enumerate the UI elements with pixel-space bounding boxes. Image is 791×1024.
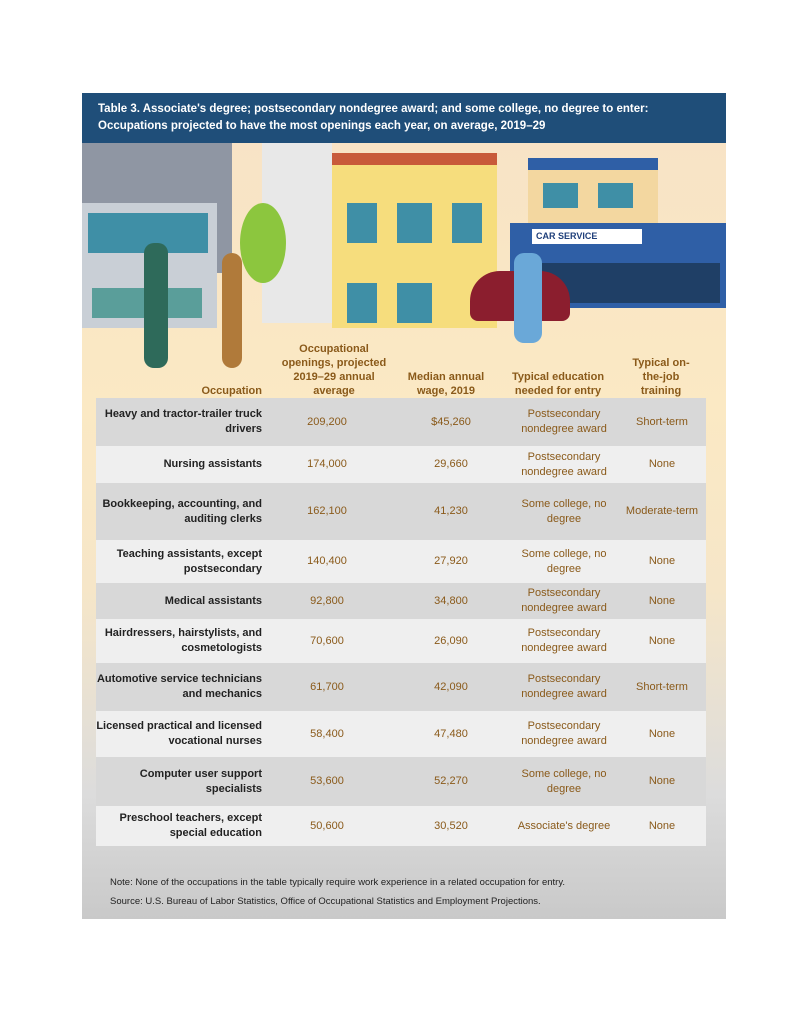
header-wage: Median annual wage, 2019 [407,371,485,397]
cell-occupation: Teaching assistants, except postsecondary [116,547,262,575]
notes [110,873,565,911]
cell-openings: 92,800 [310,594,344,607]
cell-education: Some college, no degree [521,547,607,575]
table-row [96,583,706,619]
cell-wage: 29,660 [434,458,468,470]
cell-education: Postsecondary nondegree award [521,673,607,700]
source-text: Source: U.S. Bureau of Labor Statistics, Office of Occupational Statistics and Employment Projections. [110,896,541,907]
cell-wage: 30,520 [434,819,468,832]
table-row [96,619,706,663]
table-row [96,663,706,711]
cell-training: Moderate-term [625,505,699,517]
cell-training: None [648,555,676,567]
table-row [96,711,706,757]
cell-occupation: Preschool teachers, except special education [119,812,262,839]
cell-wage: $45,260 [431,415,471,428]
car-service-building [528,158,658,228]
cell-occupation: Computer user support specialists [139,767,262,795]
cell-education: Postsecondary nondegree award [521,408,607,435]
cell-education: Some college, no degree [521,767,607,795]
table-row [96,398,706,446]
table-row [96,806,706,846]
cell-occupation: Hairdressers, hairstylists, and cosmetologists [104,627,262,654]
cell-wage: 47,480 [434,727,468,740]
cell-openings: 140,400 [307,555,347,567]
cell-education: Postsecondary nondegree award [521,587,607,614]
infographic-panel [82,93,726,919]
header-education: Typical education needed for entry [511,371,605,397]
cell-education: Postsecondary nondegree award [521,720,607,747]
street-illustration [82,143,726,383]
cell-wage: 34,800 [434,594,468,607]
cell-occupation: Nursing assistants [163,458,262,470]
note-text: Note: None of the occupations in the table typically require work experience in a related occupation for entry. [110,877,566,888]
cell-training: None [648,727,676,740]
cell-education: Some college, no degree [521,497,607,525]
table-row [96,540,706,583]
cell-wage: 41,230 [434,505,468,517]
cell-openings: 209,200 [307,415,347,428]
table-row [96,446,706,483]
cell-education: Associate's degree [517,819,611,832]
cell-occupation: Bookkeeping, accounting, and auditing clerks [102,497,262,525]
header-occupation: Occupation [201,385,262,397]
cell-training: Short-term [636,415,688,428]
cell-openings: 162,100 [307,505,347,517]
cell-occupation: Automotive service technicians and mechanics [96,673,262,700]
cell-training: None [648,634,676,647]
barista-figure [144,243,168,368]
occupations-table [96,398,706,846]
cell-training: Short-term [636,680,688,693]
title-line-1: Table 3. Associate's degree; postsecondary nondegree award; and some college, no degree to enter: [98,103,649,115]
cell-wage: 42,090 [434,680,468,693]
mechanic-figure [514,253,542,343]
table-title [82,93,726,143]
cell-openings: 61,700 [310,680,344,693]
cell-training: None [648,819,676,832]
cell-openings: 70,600 [310,634,344,647]
cell-training: None [648,594,676,607]
cell-training: None [648,458,676,470]
tree-icon [240,203,286,283]
table-row [96,483,706,540]
cell-wage: 27,920 [434,555,468,567]
cell-openings: 50,600 [310,819,344,832]
table-header [96,343,706,398]
cell-openings: 174,000 [307,458,347,470]
cell-wage: 52,270 [434,775,468,787]
header-training: Typical on-the-job training [632,357,690,397]
cell-occupation: Medical assistants [164,594,262,607]
car-service-sign: CAR SERVICE [532,229,642,244]
title-line-2: Occupations projected to have the most openings each year, on average, 2019–29 [98,120,546,132]
cell-education: Postsecondary nondegree award [521,627,607,654]
header-openings: Occupational openings, projected 2019–29 annual average [281,343,387,397]
cell-occupation: Heavy and tractor-trailer truck drivers [104,408,262,435]
cell-wage: 26,090 [434,634,468,647]
table-row [96,757,706,806]
cell-occupation: Licensed practical and licensed vocational nurses [96,720,262,747]
cell-education: Postsecondary nondegree award [521,450,607,478]
cell-openings: 58,400 [310,727,344,740]
cell-training: None [648,775,676,787]
cell-openings: 53,600 [310,775,344,787]
